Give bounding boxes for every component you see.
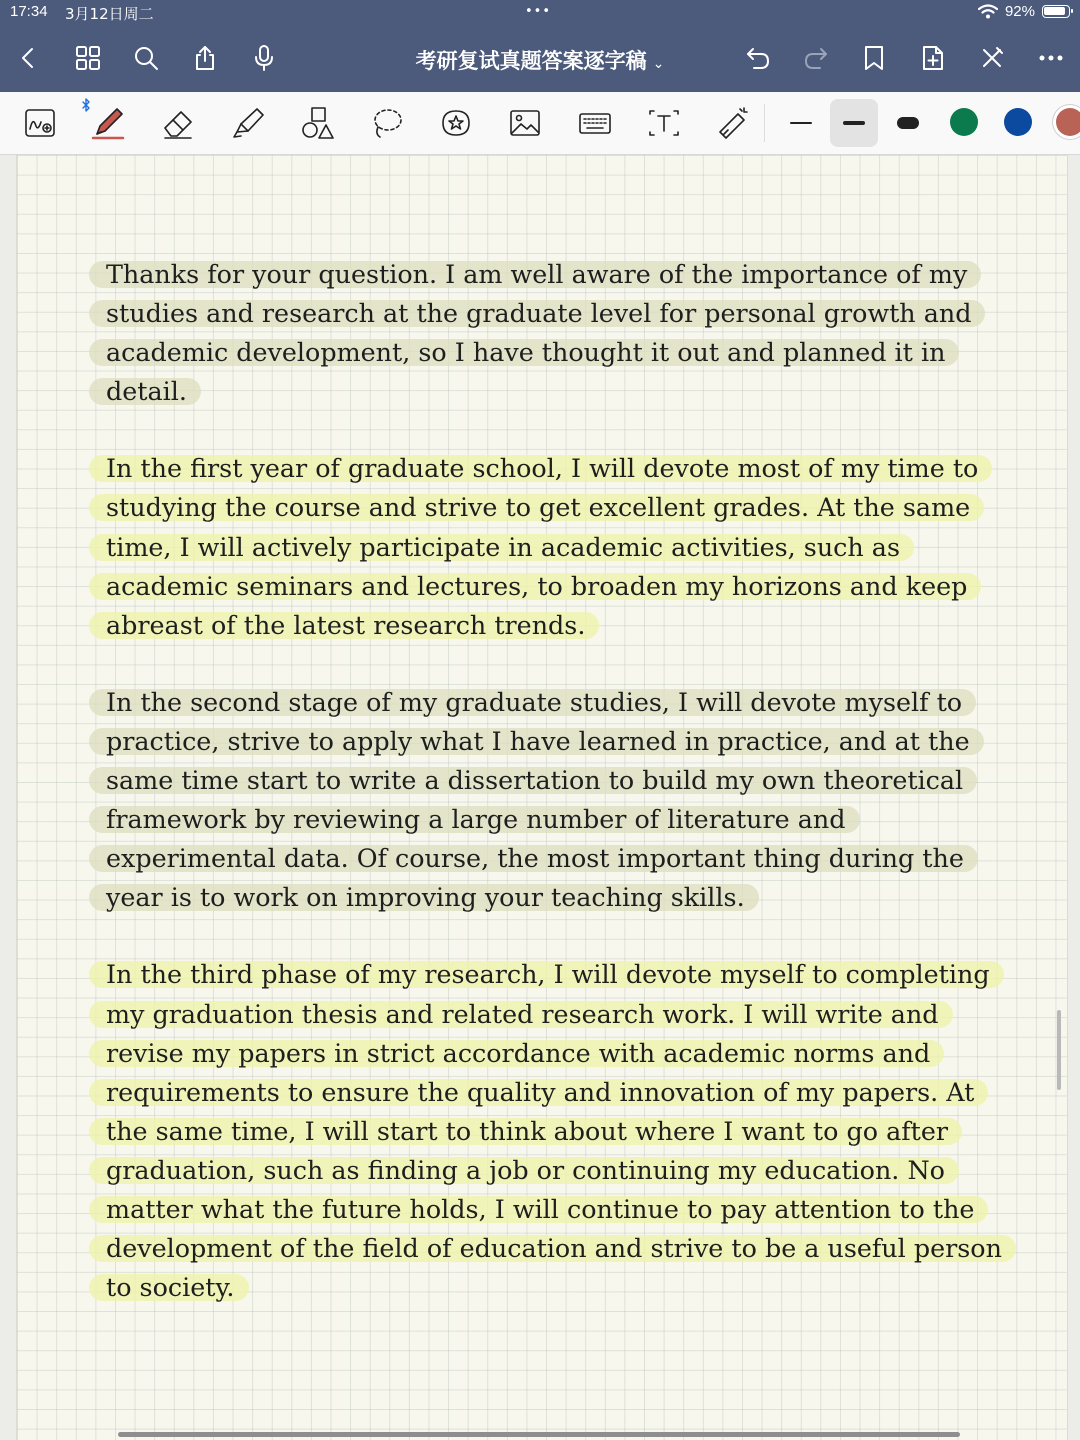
text-line: [89, 1073, 999, 1112]
text-line: [89, 878, 999, 917]
sticker-icon: [437, 104, 475, 142]
laser-pointer-tool[interactable]: [710, 100, 756, 146]
text-line: [89, 761, 999, 800]
eraser-tool[interactable]: [155, 100, 201, 146]
home-indicator[interactable]: [118, 1432, 960, 1437]
highlighted-text: experimental data. Of course, the most important thing during the: [89, 845, 978, 872]
highlighted-text: abreast of the latest research trends.: [89, 612, 599, 639]
highlighted-text: my graduation thesis and related research work. I will write and: [89, 1001, 953, 1028]
color-blue[interactable]: [1004, 108, 1032, 136]
note-page[interactable]: [16, 155, 1068, 1440]
text-tool[interactable]: [641, 100, 687, 146]
status-time: 17:34: [10, 3, 48, 20]
status-date: 3月12日周二: [65, 5, 154, 23]
text-line: [89, 333, 999, 372]
stroke-medium[interactable]: [830, 99, 878, 147]
text-line: [89, 995, 999, 1034]
status-right: [978, 3, 1070, 20]
text-line: [89, 839, 999, 878]
chevron-down-icon: ⌄: [652, 56, 665, 72]
highlighted-text: studying the course and strive to get excellent grades. At the same: [89, 494, 984, 521]
lasso-tool[interactable]: [364, 100, 410, 146]
laser-pointer-icon: [714, 104, 752, 142]
top-bar: [0, 0, 1080, 92]
text-line: [89, 372, 999, 411]
highlighted-text: practice, strive to apply what I have learned in practice, and at the: [89, 728, 984, 755]
color-red-selected[interactable]: [1056, 108, 1080, 136]
highlighter-tool[interactable]: [225, 100, 271, 146]
highlighted-text: academic seminars and lectures, to broaden my horizons and keep: [89, 573, 981, 600]
text-line: [89, 606, 999, 645]
battery-icon: [1042, 5, 1070, 18]
text-line: [89, 1034, 999, 1073]
highlighted-text: same time start to write a dissertation to build my own theoretical: [89, 767, 977, 794]
bookmark-icon: [860, 44, 888, 72]
highlighted-text: In the third phase of my research, I will devote myself to completing: [89, 961, 1004, 988]
more-icon: [1037, 44, 1065, 72]
highlighted-text: development of the field of education and strive to be a useful person: [89, 1235, 1016, 1262]
sticker-tool[interactable]: [433, 100, 479, 146]
pen-icon: [89, 104, 127, 142]
image-icon: [506, 104, 544, 142]
paragraph: [89, 255, 999, 411]
stroke-thin[interactable]: [778, 100, 824, 146]
text-line: [89, 567, 999, 606]
highlighted-text: framework by reviewing a large number of literature and: [89, 806, 860, 833]
multitasking-dots[interactable]: •••: [525, 4, 552, 19]
redo-icon: [802, 44, 830, 72]
highlighted-text: academic development, so I have thought it out and planned it in: [89, 339, 959, 366]
undo-icon: [744, 44, 772, 72]
zoom-window-icon: [21, 104, 59, 142]
text-line: [89, 255, 999, 294]
text-line: [89, 800, 999, 839]
text-line: [89, 1268, 999, 1307]
pen-tool[interactable]: [85, 100, 131, 146]
battery-percent: 92%: [1004, 3, 1035, 20]
lasso-icon: [368, 104, 406, 142]
text-line: [89, 294, 999, 333]
paragraph: [89, 955, 1002, 1307]
eraser-icon: [159, 104, 197, 142]
add-page-button[interactable]: [913, 38, 953, 78]
highlighted-text: graduation, such as finding a job or continuing my education. No: [89, 1157, 959, 1184]
text-line: [89, 1229, 1002, 1268]
stroke-thick[interactable]: [885, 100, 931, 146]
shapes-tool[interactable]: [295, 100, 341, 146]
paragraph: [89, 449, 999, 644]
text-line: [89, 488, 999, 527]
highlighter-icon: [229, 104, 267, 142]
bluetooth-icon: [81, 98, 91, 112]
highlighted-text: detail.: [89, 378, 201, 405]
text-line: [89, 528, 999, 567]
highlighted-text: revise my papers in strict accordance with academic norms and: [89, 1040, 944, 1067]
highlighted-text: In the second stage of my graduate studies, I will devote myself to: [89, 689, 976, 716]
shapes-icon: [299, 104, 337, 142]
highlighted-text: to society.: [89, 1274, 249, 1301]
text-line: [89, 1151, 999, 1190]
highlighted-text: the same time, I will start to think about where I want to go after: [89, 1118, 962, 1145]
text-line: [89, 1190, 999, 1229]
undo-button[interactable]: [738, 38, 778, 78]
text-line: [89, 449, 999, 488]
highlighted-text: studies and research at the graduate level for personal growth and: [89, 300, 985, 327]
highlighted-text: year is to work on improving your teaching skills.: [89, 884, 759, 911]
more-button[interactable]: [1031, 38, 1071, 78]
highlighted-text: Thanks for your question. I am well aware of the importance of my: [89, 261, 981, 288]
text-line: [89, 722, 999, 761]
toolbar-separator: [764, 104, 765, 142]
color-green[interactable]: [950, 108, 978, 136]
add-page-icon: [919, 44, 947, 72]
wifi-icon: [978, 4, 998, 19]
keyboard-icon: [576, 104, 614, 142]
keyboard-tool[interactable]: [572, 100, 618, 146]
text-box-icon: [645, 104, 683, 142]
paragraph: [89, 683, 999, 918]
redo-button[interactable]: [796, 38, 836, 78]
text-line: [89, 683, 999, 722]
scroll-indicator[interactable]: [1057, 1010, 1061, 1090]
highlighted-text: requirements to ensure the quality and innovation of my papers. At: [89, 1079, 988, 1106]
close-tools-button[interactable]: [972, 38, 1012, 78]
document-title-text: 考研复试真题答案逐字稿: [415, 49, 647, 73]
pen-close-icon: [978, 44, 1006, 72]
text-line: [89, 1112, 999, 1151]
bookmark-button[interactable]: [854, 38, 894, 78]
tools-bar: [0, 92, 1080, 155]
handwritten-text: [89, 255, 1002, 1345]
text-line: [89, 955, 999, 994]
highlighted-text: matter what the future holds, I will continue to pay attention to the: [89, 1196, 988, 1223]
zoom-window-tool[interactable]: [17, 100, 63, 146]
highlighted-text: time, I will actively participate in academic activities, such as: [89, 534, 914, 561]
image-tool[interactable]: [502, 100, 548, 146]
highlighted-text: In the first year of graduate school, I will devote most of my time to: [89, 455, 992, 482]
